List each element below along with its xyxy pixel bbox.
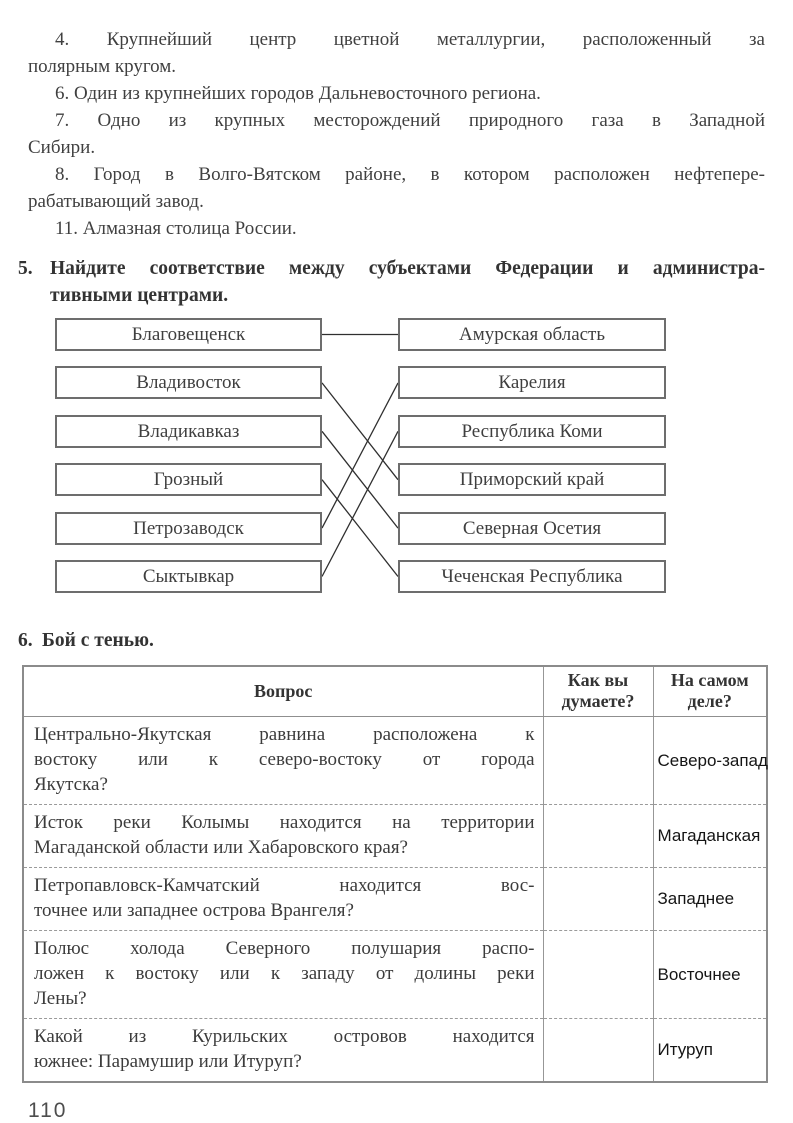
matching-box-left (55, 512, 322, 545)
question-cell (23, 717, 543, 805)
question-line: южнее: Парамушир или Итуруп? (34, 1051, 302, 1072)
matching-line (322, 383, 398, 528)
question-line: ложен к востоку или к западу от долины реки (34, 963, 535, 984)
matching-box-right (398, 463, 666, 496)
task6-heading (18, 627, 765, 654)
clue-line: Сибири. (28, 137, 96, 158)
matching-box-label: Грозный (153, 468, 224, 490)
quiz-row (23, 931, 767, 1019)
quiz-row (23, 1019, 767, 1083)
matching-box-label: Карелия (498, 371, 566, 393)
question-column-header: Вопрос (23, 666, 543, 717)
page-number: 110 (28, 1099, 68, 1122)
question-cell (23, 931, 543, 1019)
matching-box-label: Сыктывкар (142, 565, 235, 587)
task6-title: Бой с тенью. (42, 630, 154, 651)
clue-paragraph (28, 161, 765, 215)
question-line: Лены? (34, 988, 87, 1009)
matching-box-right (398, 512, 666, 545)
matching-box-label: Владикавказ (137, 420, 240, 442)
quiz-row (23, 805, 767, 868)
quiz-header-row (23, 666, 767, 717)
matching-box-label: Приморский край (459, 468, 605, 490)
matching-line (322, 431, 398, 576)
matching-box-label: Петрозаводск (133, 517, 244, 539)
task5-title-line: тивными центрами. (50, 285, 229, 306)
clue-line: 8. Город в Волго-Вятском районе, в котором расположен нефтепере- (55, 164, 765, 185)
your-guess-cell (543, 1019, 653, 1083)
question-line: точнее или западнее острова Врангеля? (34, 900, 354, 921)
your-guess-cell (543, 717, 653, 805)
actual-column-header: На самом деле? (653, 666, 767, 717)
matching-box-left (55, 463, 322, 496)
clue-paragraph (28, 80, 765, 107)
task5-number: 5. (18, 258, 33, 279)
actual-answer-cell: Западнее (653, 868, 767, 931)
question-line: Якутска? (34, 774, 108, 795)
clue-paragraph (28, 107, 765, 161)
matching-diagram (28, 318, 765, 606)
matching-box-left (55, 366, 322, 399)
clue-line: полярным кругом. (28, 56, 177, 77)
question-cell (23, 1019, 543, 1083)
matching-box-left (55, 415, 322, 448)
matching-box-label: Республика Коми (461, 420, 603, 442)
your-guess-column-header: Как вы думаете? (543, 666, 653, 717)
clue-paragraph (28, 215, 765, 242)
actual-answer-cell: Магаданская (653, 805, 767, 868)
matching-box-label: Благовещенск (131, 323, 246, 345)
your-guess-cell (543, 805, 653, 868)
question-line: Центрально-Якутская равнина расположена к (34, 724, 535, 745)
matching-box-right (398, 560, 666, 593)
matching-box-label: Северная Осетия (462, 517, 602, 539)
clue-line: 11. Алмазная столица России. (55, 218, 297, 239)
matching-line (322, 480, 398, 577)
quiz-table (22, 665, 768, 1083)
clue-line: 7. Одно из крупных месторождений природного газа в Западной (55, 110, 765, 131)
question-line: востоку или к северо-востоку от города (34, 749, 535, 770)
clue-line: рабатывающий завод. (28, 191, 204, 212)
task5-title (50, 255, 765, 309)
task6-number: 6. (18, 630, 33, 651)
task5-title-line: Найдите соответствие между субъектами Федерации и администра- (50, 258, 765, 279)
matching-box-left (55, 318, 322, 351)
quiz-row (23, 717, 767, 805)
matching-box-right (398, 415, 666, 448)
clues-list (28, 26, 765, 242)
matching-box-left (55, 560, 322, 593)
quiz-row (23, 868, 767, 931)
actual-answer-cell: Северо-запад (653, 717, 767, 805)
actual-answer-cell: Итуруп (653, 1019, 767, 1083)
your-guess-cell (543, 868, 653, 931)
question-cell (23, 868, 543, 931)
matching-box-label: Чеченская Республика (441, 565, 623, 587)
question-cell (23, 805, 543, 868)
matching-line (322, 431, 398, 528)
your-guess-cell (543, 931, 653, 1019)
question-line: Магаданской области или Хабаровского края? (34, 837, 408, 858)
matching-box-right (398, 318, 666, 351)
question-line: Петропавловск-Камчатский находится вос- (34, 875, 535, 896)
clue-paragraph (28, 26, 765, 80)
question-line: Полюс холода Северного полушария распо- (34, 938, 535, 959)
matching-line (322, 383, 398, 480)
task5-heading (18, 255, 765, 309)
actual-answer-cell: Восточнее (653, 931, 767, 1019)
matching-box-label: Амурская область (458, 323, 606, 345)
clue-line: 6. Один из крупнейших городов Дальневосточного региона. (55, 83, 541, 104)
matching-box-right (398, 366, 666, 399)
matching-box-label: Владивосток (136, 371, 241, 393)
clue-line: 4. Крупнейший центр цветной металлургии, расположенный за (55, 29, 765, 50)
question-line: Исток реки Колымы находится на территории (34, 812, 535, 833)
question-line: Какой из Курильских островов находится (34, 1026, 535, 1047)
